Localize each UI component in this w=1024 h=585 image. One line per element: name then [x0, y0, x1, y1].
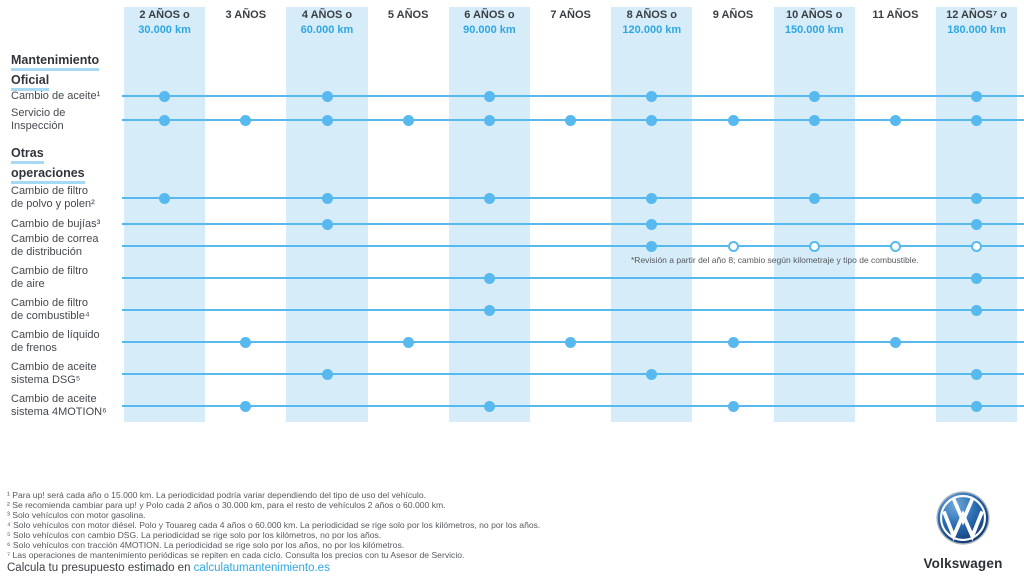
maintenance-dot-open [809, 241, 820, 252]
timeline [122, 245, 1024, 247]
section-title-line [11, 53, 99, 73]
maintenance-dot [565, 337, 576, 348]
column-header [124, 8, 205, 38]
row-label-line: Servicio de [11, 107, 66, 119]
maintenance-dot [728, 115, 739, 126]
column-km-label: 30.000 km [138, 24, 191, 36]
maintenance-dot [646, 115, 657, 126]
column-km-label: 120.000 km [622, 24, 682, 36]
timeline [122, 197, 1024, 199]
row-label-line: de distribución [11, 246, 82, 258]
maintenance-dot [971, 91, 982, 102]
column-year-label: 2 AÑOS o [139, 9, 190, 21]
maintenance-dot [565, 115, 576, 126]
maintenance-dot-open [728, 241, 739, 252]
row-label [11, 233, 98, 259]
column-year-label: 3 AÑOS [225, 9, 267, 21]
row-label-line: Cambio de aceite¹ [11, 89, 101, 102]
column-header [774, 8, 855, 38]
row-label [11, 329, 100, 355]
maintenance-dot [728, 401, 739, 412]
row-label [11, 218, 100, 231]
row-label-line: Cambio de líquido [11, 329, 100, 341]
year-band [774, 7, 855, 422]
column-km-label: 90.000 km [463, 24, 516, 36]
maintenance-dot [809, 193, 820, 204]
maintenance-dot [646, 241, 657, 252]
column-km-label: 180.000 km [947, 24, 1006, 36]
row-label-line: Cambio de filtro [11, 297, 89, 309]
year-band [449, 7, 530, 422]
cta-text: Calcula tu presupuesto estimado en [7, 562, 194, 574]
maintenance-dot [646, 369, 657, 380]
maintenance-dot [484, 91, 495, 102]
section-title [11, 53, 99, 93]
maintenance-dot [971, 115, 982, 126]
maintenance-dot [809, 115, 820, 126]
row-label-line: Cambio de filtro [11, 185, 89, 197]
footnote: ⁴ Solo vehículos con motor diésel. Polo y Touareg cada 4 años o 60.000 km. La periodicidad se rige solo por los kilómetros, no por los años. [7, 520, 541, 530]
maintenance-dot [971, 305, 982, 316]
section-title-line [11, 166, 85, 186]
column-year-label: 12 AÑOS⁷ o [946, 9, 1008, 21]
maintenance-dot [971, 401, 982, 412]
section-title [11, 146, 85, 186]
maintenance-dot [728, 337, 739, 348]
column-header [530, 8, 611, 23]
brand-wordmark: Volkswagen [923, 556, 1003, 571]
brand-block [900, 490, 1024, 571]
timeline [122, 223, 1024, 225]
maintenance-dot [322, 91, 333, 102]
footnote: ² Se recomienda cambiar para up! y Polo cada 2 años o 30.000 km, para el resto de vehículos 2 años o 60.000 km. [7, 500, 446, 510]
maintenance-dot [484, 305, 495, 316]
column-header [855, 8, 936, 23]
row-label-line: de combustible⁴ [11, 310, 90, 322]
maintenance-dot [646, 219, 657, 230]
row-label-line: de aire [11, 278, 45, 290]
footnote: ³ Solo vehículos con motor gasolina. [7, 510, 146, 520]
footnote: ⁶ Solo vehículos con tracción 4MOTION. La periodicidad se rige solo por los años, no por los kilómetros. [7, 540, 405, 550]
column-header [368, 8, 449, 23]
section-title-text: Otras [11, 146, 44, 164]
column-header [286, 8, 367, 38]
footnote: ⁷ Las operaciones de mantenimiento periódicas se repiten en cada ciclo. Consulta los precios con tu Asesor de Servicio. [7, 550, 465, 560]
year-band [936, 7, 1017, 422]
column-year-label: 7 AÑOS [550, 9, 591, 21]
belt-revision-annotation: *Revisión a partir del año 8; cambio según kilometraje y tipo de combustible. [631, 255, 919, 265]
maintenance-dot [159, 91, 170, 102]
row-label [11, 361, 97, 387]
maintenance-dot [159, 193, 170, 204]
column-year-label: 9 AÑOS [712, 9, 754, 21]
column-km-label: 60.000 km [300, 24, 354, 36]
maintenance-dot [322, 369, 333, 380]
row-label-line: Cambio de bujías³ [11, 217, 101, 230]
maintenance-dot [484, 401, 495, 412]
column-header [692, 8, 773, 23]
column-header [936, 8, 1017, 38]
maintenance-dot [971, 193, 982, 204]
maintenance-dot [159, 115, 170, 126]
row-label-line: Cambio de aceite [11, 393, 97, 405]
column-header [205, 8, 286, 23]
maintenance-dot-open [890, 241, 901, 252]
maintenance-dot [240, 401, 251, 412]
footnote: ⁵ Solo vehículos con cambio DSG. La periodicidad se rige solo por los kilómetros, no por los años. [7, 530, 382, 540]
row-label [11, 90, 100, 103]
maintenance-dot [484, 115, 495, 126]
maintenance-dot [322, 219, 333, 230]
maintenance-dot [646, 91, 657, 102]
column-year-label: 11 AÑOS [872, 9, 919, 21]
cta-line [7, 562, 330, 574]
footnotes-block [7, 490, 540, 560]
section-title-text: Mantenimiento [11, 53, 99, 71]
footnote: ¹ Para up! será cada año o 15.000 km. La periodicidad podría variar dependiendo del tipo de uso del vehículo. [7, 490, 426, 500]
timeline [122, 373, 1024, 375]
column-km-label: 150.000 km [784, 24, 844, 36]
maintenance-dot [890, 337, 901, 348]
maintenance-dot [809, 91, 820, 102]
timeline [122, 309, 1024, 311]
section-title-line [11, 146, 85, 166]
column-header [449, 8, 530, 38]
row-label-line: sistema 4MOTION⁶ [11, 406, 107, 418]
maintenance-dot [240, 115, 251, 126]
row-label-line: de frenos [11, 342, 57, 354]
maintenance-dot [484, 273, 495, 284]
row-label [11, 265, 88, 291]
column-year-label: 8 AÑOS o [626, 9, 677, 21]
maintenance-dot [890, 115, 901, 126]
maintenance-dot [484, 193, 495, 204]
row-label [11, 185, 95, 211]
timeline [122, 405, 1024, 407]
calculatumantenimiento-link[interactable]: calculatumantenimiento.es [193, 562, 330, 574]
maintenance-dot [322, 193, 333, 204]
section-title-text: operaciones [11, 166, 85, 184]
timeline [122, 95, 1024, 97]
column-year-label: 4 AÑOS o [301, 9, 353, 21]
vw-roundel-icon [900, 490, 1024, 546]
row-label-line: Cambio de aceite [11, 361, 97, 373]
section-title-text: Oficial [11, 73, 49, 91]
row-label [11, 393, 107, 419]
maintenance-dot [971, 369, 982, 380]
timeline [122, 277, 1024, 279]
row-label [11, 107, 65, 133]
maintenance-dot [971, 273, 982, 284]
maintenance-dot-open [971, 241, 982, 252]
column-header [611, 8, 692, 38]
year-band [286, 7, 367, 422]
row-label-line: Cambio de filtro [11, 265, 89, 277]
maintenance-dot [403, 337, 414, 348]
maintenance-dot [403, 115, 414, 126]
maintenance-dot [240, 337, 251, 348]
row-label-line: Inspección [11, 120, 64, 132]
column-year-label: 6 AÑOS o [464, 9, 515, 21]
column-year-label: 5 AÑOS [387, 9, 429, 21]
row-label-line: de polvo y polen² [11, 198, 95, 210]
maintenance-dot [971, 219, 982, 230]
column-year-label: 10 AÑOS o [785, 9, 843, 21]
row-label-line: Cambio de correa [11, 233, 99, 245]
row-label [11, 297, 90, 323]
maintenance-dot [322, 115, 333, 126]
row-label-line: sistema DSG⁵ [11, 374, 81, 386]
maintenance-dot [646, 193, 657, 204]
year-band [611, 7, 692, 422]
year-band [124, 7, 205, 422]
